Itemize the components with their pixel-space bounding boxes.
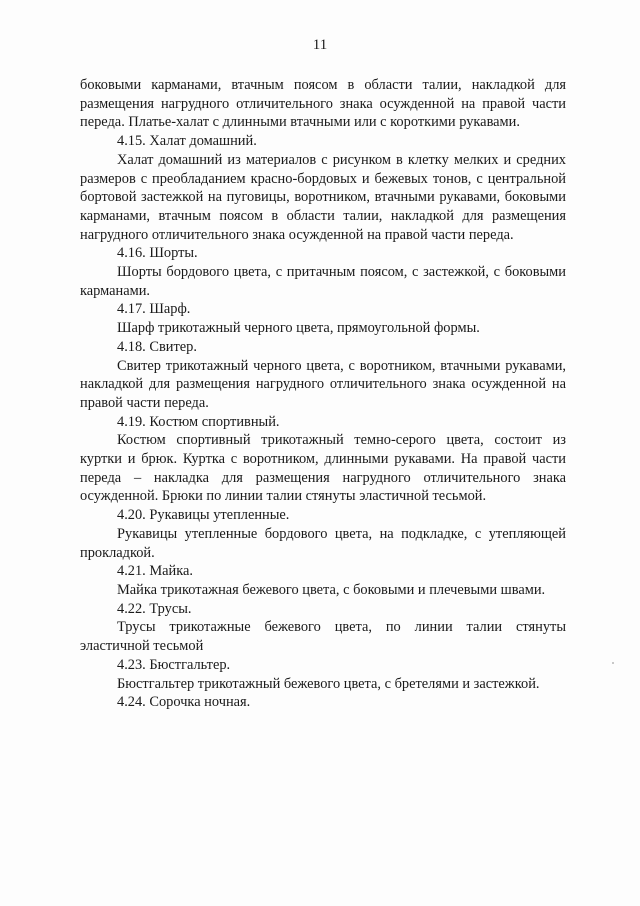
section-heading: 4.19. Костюм спортивный. — [117, 413, 280, 430]
paragraph: Шарф трикотажный черного цвета, прямоугольной формы. — [117, 320, 480, 337]
section-heading: 4.20. Рукавицы утепленные. — [117, 507, 290, 524]
paragraph: боковыми карманами, втачным поясом в области талии, накладкой для размещения нагрудного отличительного знака осужденной на правой части переда. Платье-халат с длинными втачными или с короткими рукавами. — [80, 77, 566, 131]
section-heading: 4.15. Халат домашний. — [117, 133, 257, 150]
paragraph: Бюстгальтер трикотажный бежевого цвета, с бретелями и застежкой. — [117, 675, 540, 692]
paragraph: Майка трикотажная бежевого цвета, с боковыми и плечевыми швами. — [117, 581, 546, 598]
paragraph: Халат домашний из материалов с рисунком в клетку мелких и средних размеров с преобладанием красно-бордовых и бежевых тонов, с центральной бортовой застежкой на пуговицы, воротником, втачными рукавами, боковыми карманами, втачным поясом в области талии, накладкой для размещения нагрудного отличительного знака осужденной на правой части переда. — [80, 151, 566, 243]
scan-speck — [612, 662, 614, 664]
section-heading: 4.24. Сорочка ночная. — [117, 694, 251, 711]
paragraph: Шорты бордового цвета, с притачным поясом, с застежкой, с боковыми карманами. — [80, 264, 566, 299]
paragraph: Свитер трикотажный черного цвета, с воротником, втачными рукавами, накладкой для размещения нагрудного отличительного знака осужденной на правой части переда. — [80, 357, 566, 411]
section-heading: 4.18. Свитер. — [117, 338, 197, 355]
paragraph: Рукавицы утепленные бордового цвета, на подкладке, с утепляющей прокладкой. — [80, 525, 566, 561]
section-heading: 4.23. Бюстгальтер. — [117, 656, 231, 673]
section-heading: 4.21. Майка. — [117, 563, 194, 580]
page-number: 11 — [312, 37, 328, 53]
paragraph: Трусы трикотажные бежевого цвета, по линии талии стянуты эластичной тесьмой — [80, 619, 566, 655]
section-heading: 4.16. Шорты. — [117, 245, 198, 262]
section-heading: 4.17. Шарф. — [117, 301, 191, 318]
document-body — [80, 76, 566, 712]
paragraph: Костюм спортивный трикотажный темно-серого цвета, состоит из куртки и брюк. Куртка с воротником, длинными рукавами. На правой части переда – накладка для размещения нагрудного отличительного знака осужденной. Брюки по линии талии стянуты эластичной тесьмой. — [80, 432, 566, 505]
section-heading: 4.22. Трусы. — [117, 600, 192, 617]
